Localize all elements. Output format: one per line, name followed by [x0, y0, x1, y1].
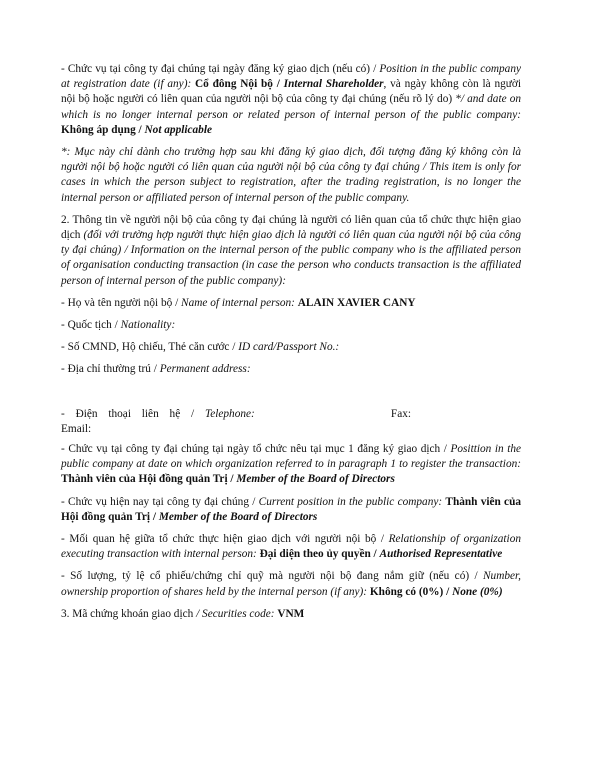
text-en: Posittion in the public company at date on which organization referred to in paragraph 1 to register the transaction: [61, 443, 521, 471]
value-vi: Thành viên của Hội đồng quản Trị / [61, 473, 237, 486]
text: - Quốc tịch / [61, 319, 121, 332]
telephone-label [61, 407, 255, 422]
spacer [61, 385, 521, 407]
document-page [61, 62, 521, 629]
text-en: Telephone: [205, 407, 255, 420]
value-en: Member of the Board of Directors [158, 510, 318, 523]
value-en: Member of the Board of Directors [236, 473, 395, 486]
value-en: Not applicable [144, 123, 212, 136]
text: - Mối quan hệ giữa tổ chức thực hiện giao dịch với người nội bộ / [61, 533, 389, 546]
current-position [61, 495, 521, 525]
text: , và ngày không còn là người nội bộ hoặc người có liên quan của người nội bộ của công ty đại chúng (nếu rõ lý do) [61, 78, 521, 106]
text-en: Permanent address: [159, 363, 251, 376]
value: ALAIN XAVIER CANY [297, 296, 416, 309]
text: 3. Mã chứng khoán giao dịch [61, 607, 197, 620]
telephone-row [61, 407, 411, 422]
text: - Số lượng, tỷ lệ cổ phiếu/chứng chỉ quỹ mà người nội bộ đang nắm giữ (nếu có) / [61, 570, 484, 583]
value-vi: Đại diện theo ủy quyền / [259, 548, 380, 561]
text: - Số CMND, Hộ chiếu, Thẻ căn cước / [61, 341, 239, 354]
footnote: *: Mục này chỉ dành cho trường hợp sau khi đăng ký giao dịch, đối tượng đăng ký không còn là người nội bộ hoặc người có liên quan của người nội bộ của công ty đại chúng / This item is only for cases in which the person subject to registration, after the trading registration, is no longer the internal person or affiliated person of internal person of the public company. [61, 146, 521, 204]
position-at-org-date [61, 442, 521, 488]
permanent-address [61, 362, 521, 377]
text-en: Number, ownership proportion of shares held by the internal person (if any): [61, 570, 521, 598]
text: 2. Thông tin về người nội bộ của công ty đại chúng là người có liên quan của tổ chức thực hiện giao dịch [61, 213, 521, 242]
text-en: Name of internal person: [181, 296, 295, 309]
fax-label: Fax: [390, 407, 411, 420]
text-en: (đối với trường hợp người thực hiện giao dịch là người có liên quan của người nội bộ của công ty đại chúng) / Information on the internal person of the public company who is the affiliated person of organisation conducting transaction (in case the person who conducts transaction is the affiliated person of internal person of the public company): [61, 229, 521, 287]
nationality [61, 318, 521, 333]
value-en: None (0%) [452, 585, 503, 598]
text-en: Relationship of organization executing transaction with internal person: [61, 533, 521, 561]
value: VNM [277, 607, 305, 620]
value-vi: Thành viên của Hội đồng quản Trị / [61, 495, 521, 523]
internal-person-name [61, 296, 521, 311]
text-en: / Securities code: [196, 607, 275, 620]
shares-held [61, 569, 521, 599]
text: - Họ và tên người nội bộ / [61, 296, 182, 309]
text-en: Nationality: [120, 319, 176, 332]
text-en: Current position in the public company: [258, 495, 443, 508]
text: - Địa chỉ thường trú / [61, 363, 160, 376]
text: - Chức vụ tại công ty đại chúng tại ngày tổ chức nêu tại mục 1 đăng ký giao dịch / [61, 443, 451, 456]
value-vi: Cổ đông Nội bộ / [195, 78, 284, 91]
text: - Chức vụ tại công ty đại chúng tại ngày đăng ký giao dịch (nếu có) / [61, 63, 380, 75]
value-en: Authorised Representative [379, 548, 503, 561]
text-en: */ and date on which is no longer internal person or related person of internal person of the public company: [61, 93, 521, 121]
value-en: Internal Shareholder [283, 78, 384, 91]
value-vi: Không có (0%) / [369, 585, 453, 598]
position-at-registration [61, 62, 521, 138]
text: - Chức vụ hiện nay tại công ty đại chúng / [61, 495, 259, 508]
id-card [61, 340, 521, 355]
section-2-heading [61, 213, 521, 289]
text-en: Position in the public company at registration date (if any): [61, 63, 521, 91]
relationship [61, 532, 521, 562]
text-en: ID card/Passport No.: [238, 341, 340, 354]
email-label: Email: [61, 422, 92, 435]
securities-code [61, 607, 521, 622]
text: - Điện thoại liên hệ / [61, 407, 205, 420]
value-vi: Không áp dụng / [61, 123, 145, 136]
